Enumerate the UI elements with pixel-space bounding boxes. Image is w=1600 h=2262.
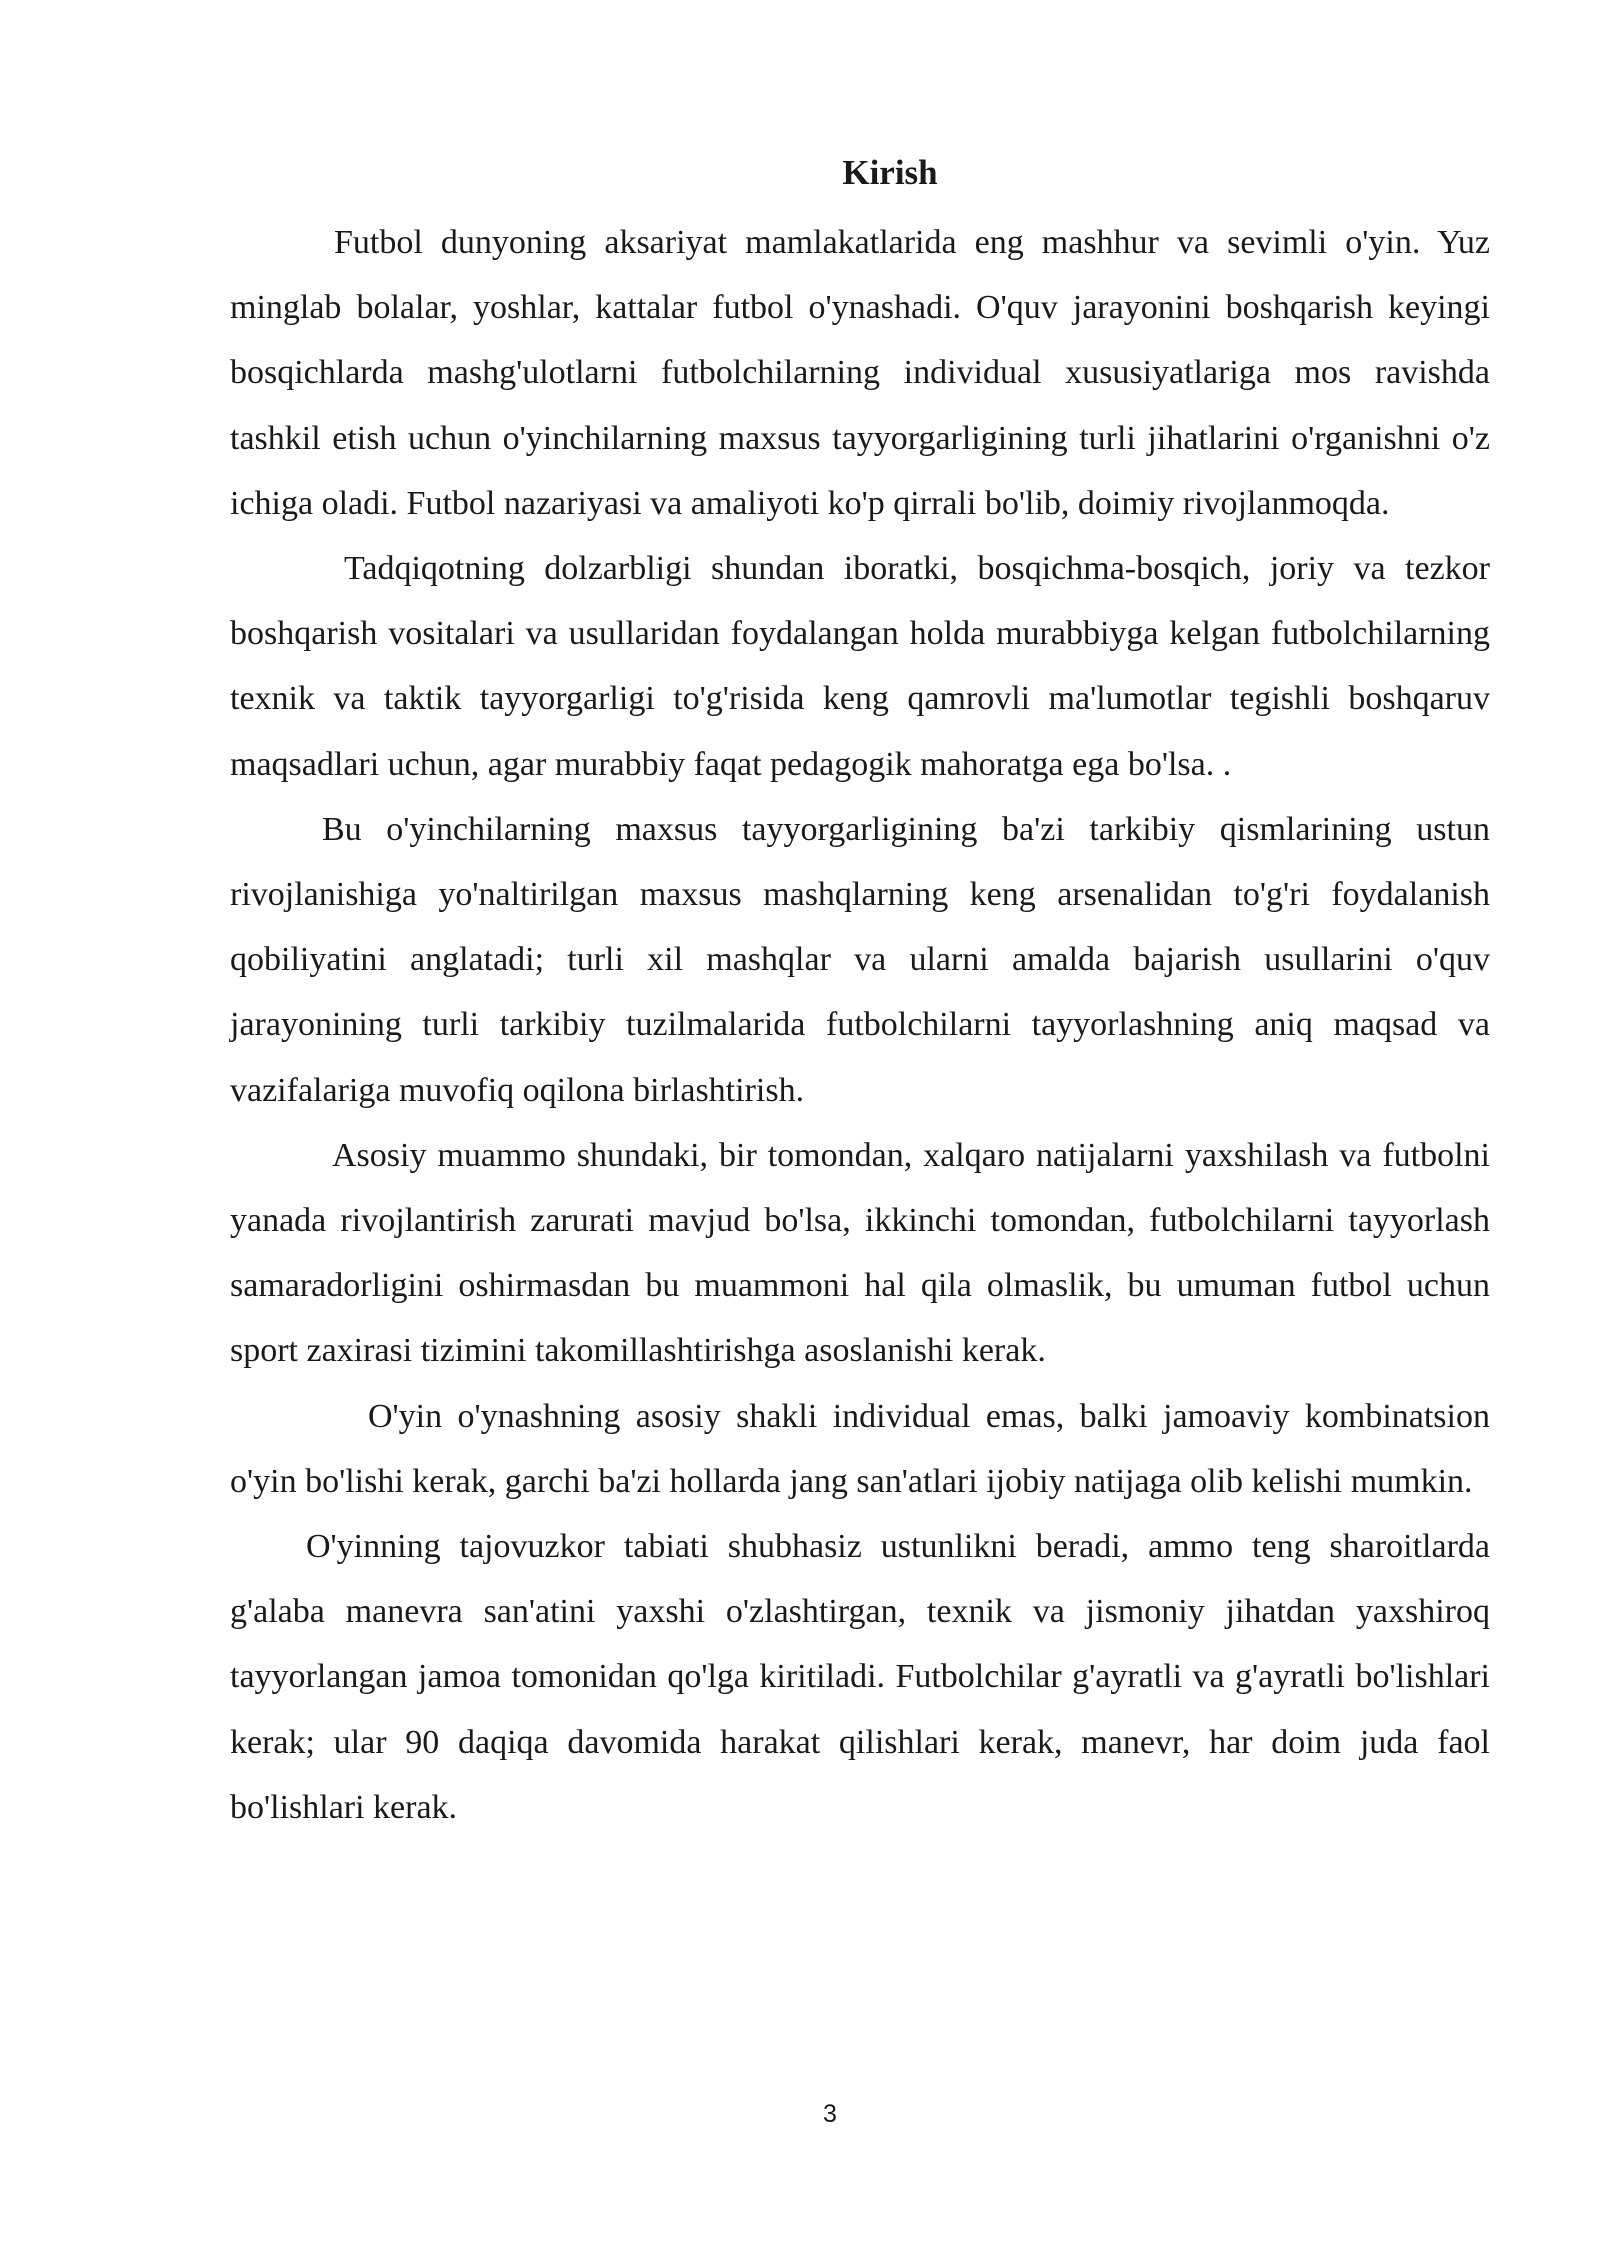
paragraph-5: O'yin o'ynashning asosiy shakli individual emas, balki jamoaviy kombinatsion o'yin bo'lishi kerak, garchi ba'zi hollarda jang san'atlari ijobiy natijaga olib kelishi mumkin. <box>230 1397 1490 1500</box>
section-title: Kirish <box>842 153 938 192</box>
document-page <box>230 146 1490 1840</box>
page-number: 3 <box>823 2100 837 2128</box>
paragraph-2: Tadqiqotning dolzarbligi shundan iboratki, bosqichma-bosqich, joriy va tezkor boshqarish vositalari va usullaridan foydalangan holda murabbiyga kelgan futbolchilarning texnik va taktik tayyorgarligi to'g'risida keng qamrovli ma'lumotlar tegishli boshqaruv maqsadlari uchun, agar murabbiy faqat pedagogik mahoratga ega bo'lsa. . <box>230 550 1490 783</box>
paragraph-4: Asosiy muammo shundaki, bir tomondan, xalqaro natijalarni yaxshilash va futbolni yanada rivojlantirish zarurati mavjud bo'lsa, ikkinchi tomondan, futbolchilarni tayyorlash samaradorligini oshirmasdan bu muammoni hal qila olmaslik, bu umuman futbol uchun sport zaxirasi tizimini takomillashtirishga asoslanishi kerak. <box>230 1136 1490 1370</box>
paragraph-3: Bu o'yinchilarning maxsus tayyorgarligining ba'zi tarkibiy qismlarining ustun rivojlanishiga yo'naltirilgan maxsus mashqlarning keng arsenalidan to'g'ri foydalanish qobiliyatini anglatadi; turli xil mashqlar va ularni amalda bajarish usullarini o'quv jarayonining turli tarkibiy tuzilmalarida futbolchilarni tayyorlashning aniq maqsad va vazifalariga muvofiq oqilona birlashtirish. <box>230 810 1490 1109</box>
paragraph-1: Futbol dunyoning aksariyat mamlakatlarida eng mashhur va sevimli o'yin. Yuz minglab bolalar, yoshlar, kattalar futbol o'ynashadi. O'quv jarayonini boshqarish keyingi bosqichlarda mashg'ulotlarni futbolchilarning individual xususiyatlariga mos ravishda tashkil etish uchun o'yinchilarning maxsus tayyorgarligining turli jihatlarini o'rganishni o'z ichiga oladi. Futbol nazariyasi va amaliyoti ko'p qirrali bo'lib, doimiy rivojlanmoqda. <box>230 224 1490 522</box>
paragraph-6: O'yinning tajovuzkor tabiati shubhasiz ustunlikni beradi, ammo teng sharoitlarda g'alaba manevra san'atini yaxshi o'zlashtirgan, texnik va jismoniy jihatdan yaxshiroq tayyorlangan jamoa tomonidan qo'lga kiritiladi. Futbolchilar g'ayratli va g'ayratli bo'lishlari kerak; ular 90 daqiqa davomida harakat qilishlari kerak, manevr, har doim juda faol bo'lishlari kerak. <box>230 1528 1490 1826</box>
